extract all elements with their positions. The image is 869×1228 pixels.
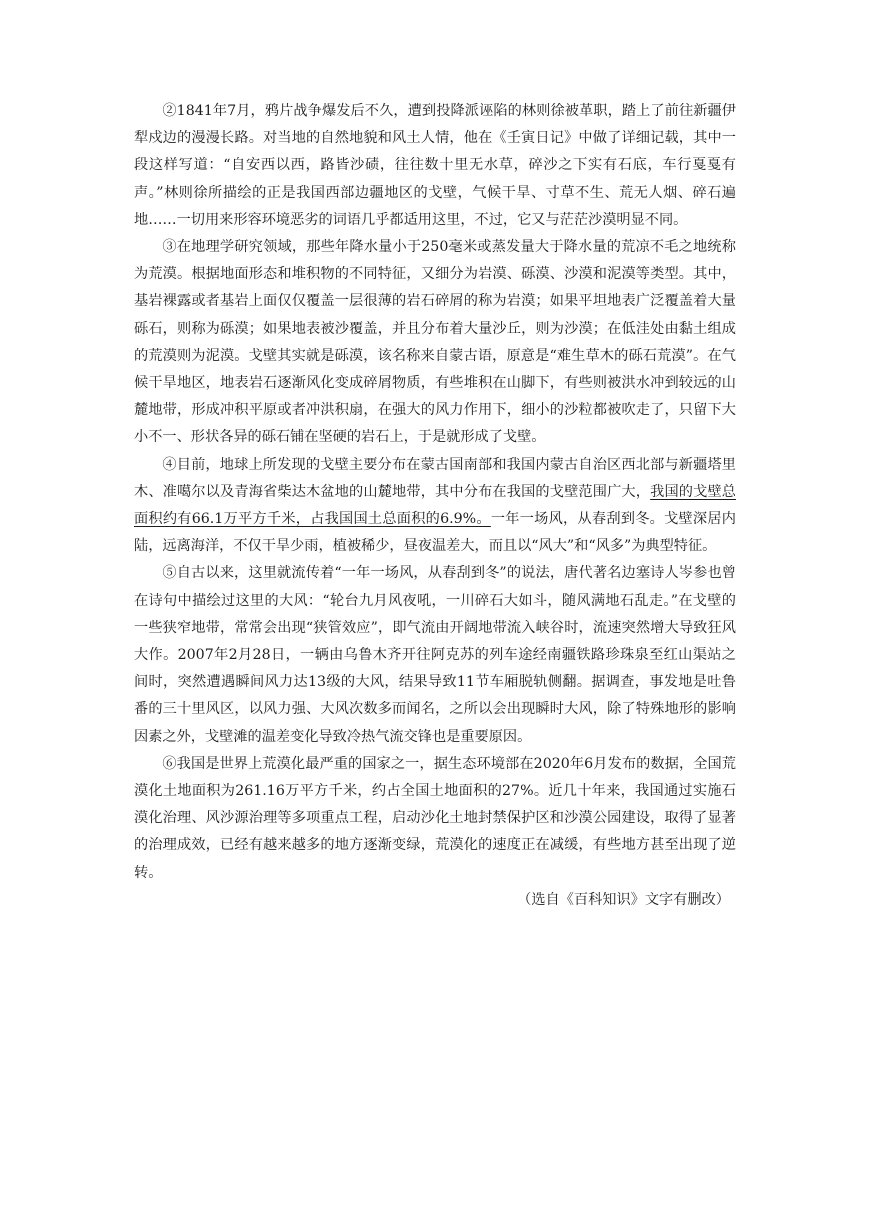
paragraph-5: ⑤自古以来，这里就流传着“一年一场风，从春刮到冬”的说法，唐代著名边塞诗人岑参也曾在诗句中描绘过这里的大风：“轮台九月风夜吼，一川碎石大如斗，随风满地石乱走。”在戈壁的一些狭窄地带，常常会出现“狭管效应”，即气流由开阔地带流入峡谷时，流速突然增大导致狂风大作。2007年2月28日，一辆由乌鲁木齐开往阿克苏的列车途经南疆铁路珍珠泉至红山渠站之间时，突然遭遇瞬间风力达13级的大风，结果导致11节车厢脱轨侧翻。据调查，事发地是吐鲁番的三十里风区，以风力强、大风次数多而闻名，之所以会出现瞬时大风，除了特殊地形的影响因素之外，戈壁滩的温差变化导致冷热气流交锋也是重要原因。 [134, 565, 736, 745]
paragraph-4-lead: ④目前，地球上所发现的戈壁主要分布在蒙古国南部和我国内蒙古自治区西北部与新疆塔里木、准噶尔以及青海省柴达木盆地的山麓地带，其中分布在我国的戈壁范围广大， [134, 456, 736, 500]
underlined-sentence: 我国的戈壁总面积约有66.1万平方千米，占我国国土总面积的6.9%。 [134, 483, 736, 528]
source-citation: （选自《百科知识》文字有删改） [517, 891, 730, 908]
article-body [134, 98, 736, 914]
paragraph-4 [134, 452, 736, 561]
paragraph-3: ③在地理学研究领域，那些年降水量小于250毫米或蒸发量大于降水量的荒凉不毛之地统称为荒漠。根据地面形态和堆积物的不同特征，又细分为岩漠、砾漠、沙漠和泥漠等类型。其中，基岩裸露或者基岩上面仅仅覆盖一层很薄的岩石碎屑的称为岩漠；如果平坦地表广泛覆盖着大量砾石，则称为砾漠；如果地表被沙覆盖，并且分布着大量沙丘，则为沙漠；在低洼处由黏土组成的荒漠则为泥漠。戈壁其实就是砾漠，该名称来自蒙古语，原意是“难生草木的砾石荒漠”。在气候干旱地区，地表岩石逐渐风化变成碎屑物质，有些堆积在山脚下，有些则被洪水冲到较远的山麓地带，形成冲积平原或者冲洪积扇，在强大的风力作用下，细小的沙粒都被吹走了，只留下大小不一、形状各异的砾石铺在坚硬的岩石上，于是就形成了戈壁。 [134, 239, 736, 446]
paragraph-6: ⑥我国是世界上荒漠化最严重的国家之一，据生态环境部在2020年6月发布的数据，全国荒漠化土地面积为261.16万平方千米，约占全国土地面积的27%。近几十年来，我国通过实施石漠化治理、风沙源治理等多项重点工程，启动沙化土地封禁保护区和沙漠公园建设，取得了显著的治理成效，已经有越来越多的地方逐渐变绿，荒漠化的速度正在减缓，有些地方甚至出现了逆转。 [134, 755, 736, 881]
paragraph-2: ②1841年7月，鸦片战争爆发后不久，遭到投降派诬陷的林则徐被革职，踏上了前往新疆伊犁戍边的漫漫长路。对当地的自然地貌和风土人情，他在《壬寅日记》中做了详细记载，其中一段这样写道：“自安西以西，路皆沙碛，往往数十里无水草，碎沙之下实有石底，车行戛戛有声。”林则徐所描绘的正是我国西部边疆地区的戈壁，气候干旱、寸草不生、荒无人烟、碎石遍地……一切用来形容环境恶劣的词语几乎都适用这里，不过，它又与茫茫沙漠明显不同。 [134, 103, 736, 228]
paragraph-4-rest: 一年一场风，从春刮到冬。戈壁深居内陆，远离海洋，不仅干旱少雨，植被稀少，昼夜温差大，而且以“风大”和“风多”为典型特征。 [134, 511, 736, 555]
